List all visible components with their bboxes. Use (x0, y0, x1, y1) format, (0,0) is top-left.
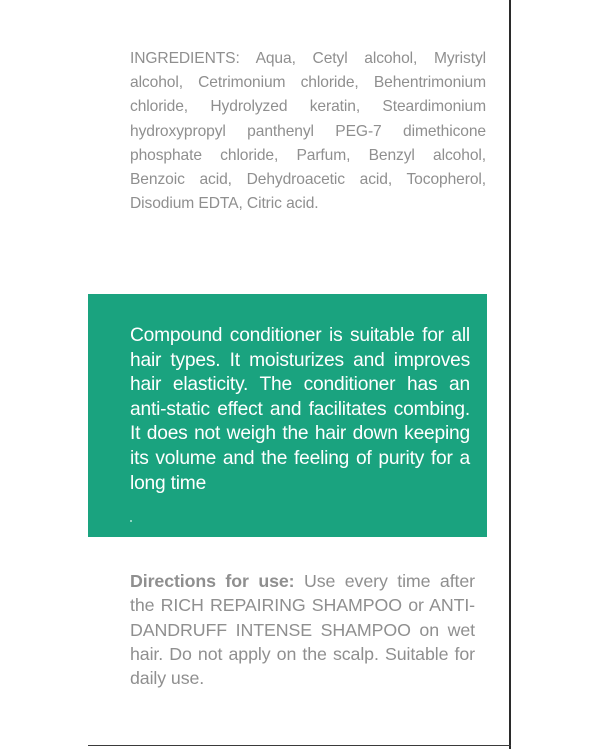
bottom-border-line (88, 745, 511, 746)
description-panel (88, 294, 487, 537)
right-border-line (509, 0, 511, 749)
description-text: Compound conditioner is suitable for all hair types. It moisturizes and improves hair elasticity. The conditioner has an anti-static effect and facilitates combing. It does not weigh the hair down keeping its volume and the feeling of purity for a long time (130, 325, 470, 494)
directions-text (130, 569, 475, 690)
directions-body: Use every time after the RICH REPAIRING SHAMPOO or ANTI-DANDRUFF INTENSE SHAMPOO on wet hair. Do not apply on the scalp. Suitable for daily use. (130, 571, 475, 689)
panel-dot-mark (130, 520, 132, 522)
directions-label: Directions for use: (130, 571, 295, 591)
ingredients-text: INGREDIENTS: Aqua, Cetyl alcohol, Myristyl alcohol, Cetrimonium chloride, Behentrimonium chloride, Hydrolyzed keratin, Steardimonium hydroxypropyl panthenyl PEG-7 dimethicone phosphate chloride, Parfum, Benzyl alcohol, Benzoic acid, Dehydroacetic acid, Tocopherol, Disodium EDTA, Citric acid. (130, 50, 486, 213)
